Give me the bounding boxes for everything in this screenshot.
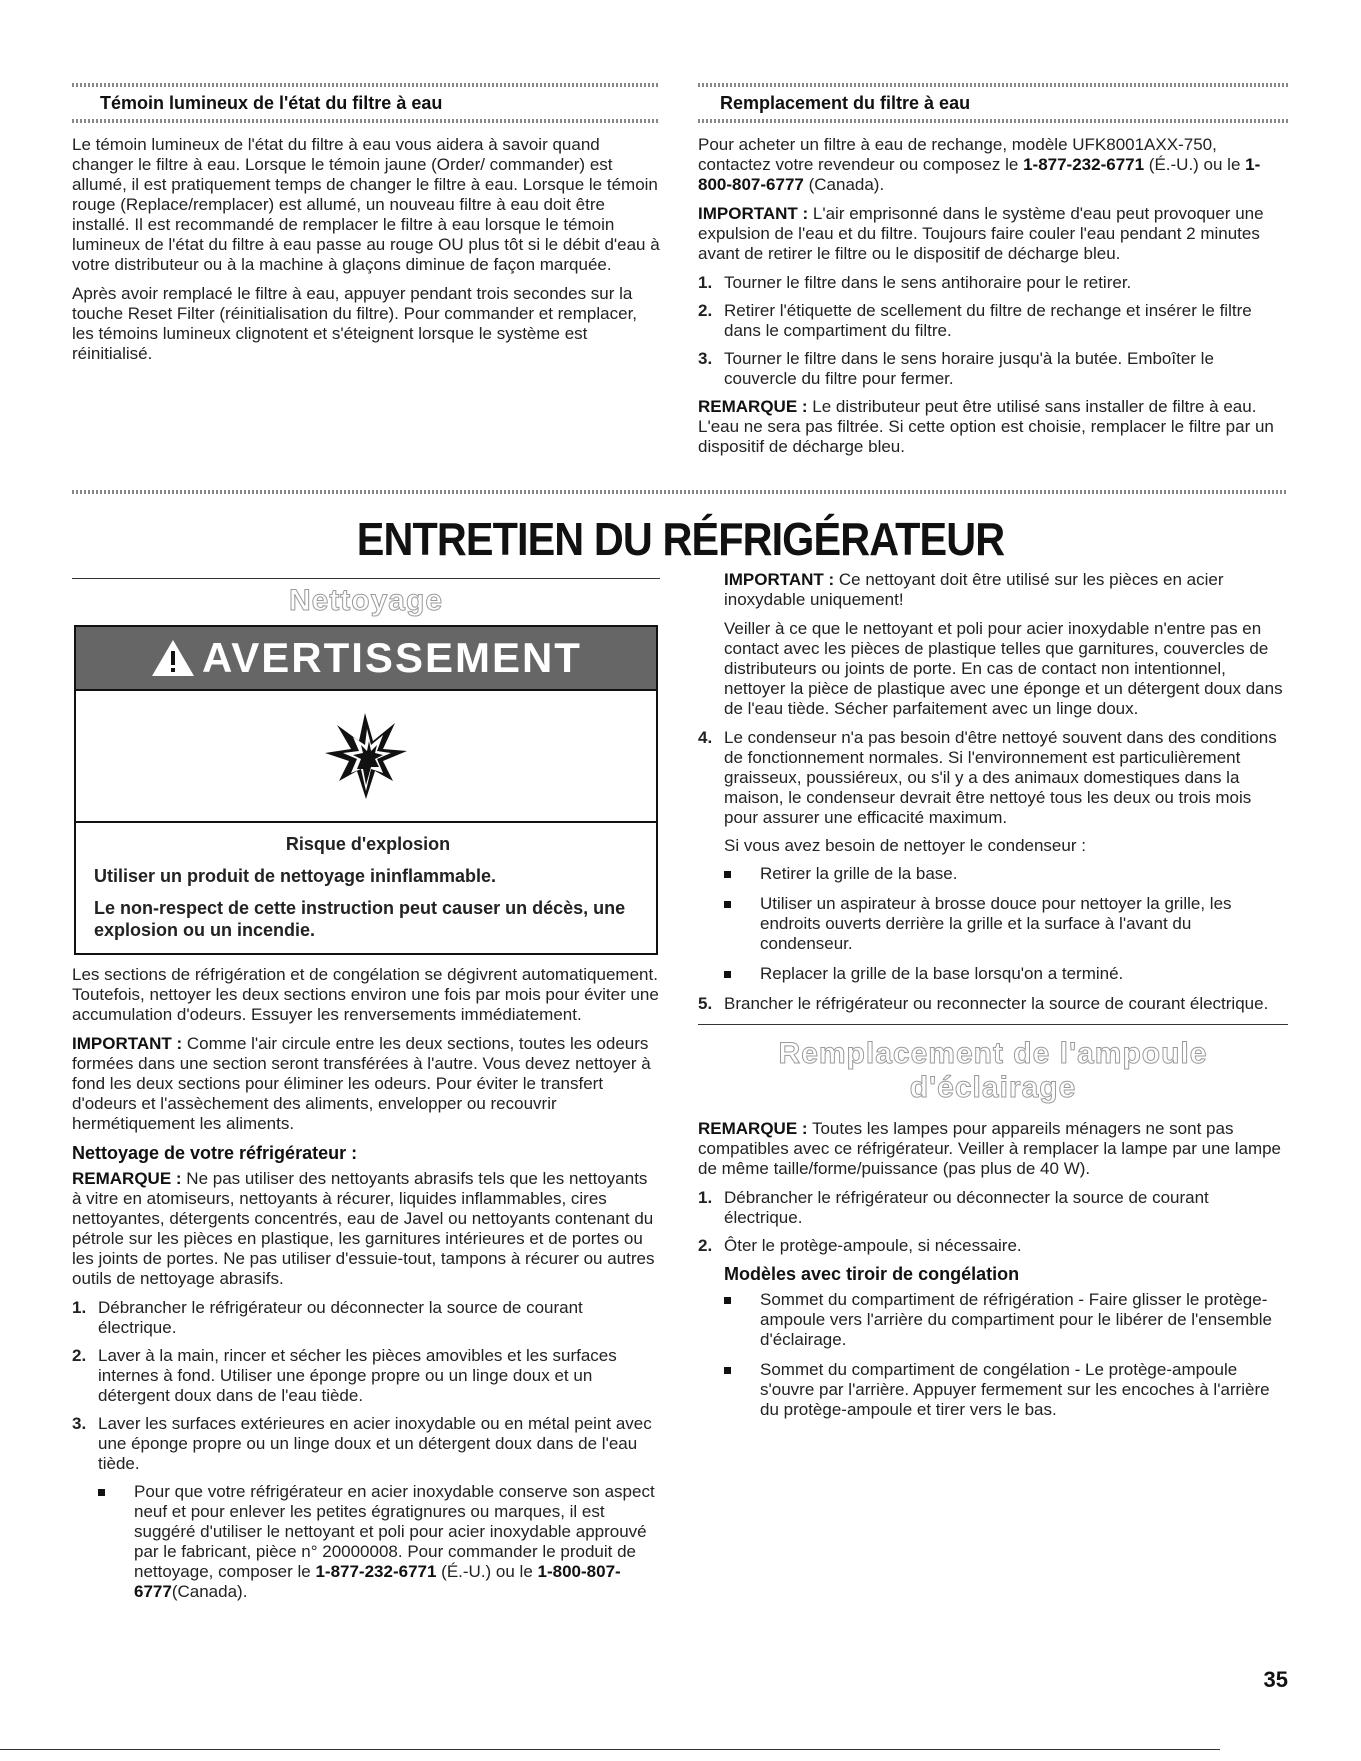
- important-note: [698, 570, 1288, 610]
- warning-title: AVERTISSEMENT: [202, 634, 582, 681]
- note-text: Ce nettoyant doit être utilisé sur les pièces en acier inoxydable uniquement!: [724, 570, 1224, 609]
- step-text: Ôter le protège-ampoule, si nécessaire.: [724, 1236, 1022, 1255]
- step-text: Tourner le filtre dans le sens antihoraire pour le retirer.: [724, 273, 1132, 292]
- heading-line: Remplacement de l'ampoule: [778, 1037, 1208, 1070]
- warning-banner: [76, 627, 656, 691]
- step-subtext: Si vous avez besoin de nettoyer le condenseur :: [724, 836, 1086, 855]
- text: (Canada).: [803, 175, 885, 194]
- note-label: IMPORTANT :: [698, 204, 809, 223]
- list-item: [698, 994, 1288, 1014]
- paragraph: [698, 135, 1288, 195]
- maintenance-right-column: [698, 570, 1288, 1430]
- step-number: 4.: [698, 728, 713, 747]
- warning-box: [74, 625, 658, 955]
- dotted-rule: [698, 119, 1288, 123]
- page-number: 35: [1263, 1667, 1288, 1692]
- important-note: [72, 1034, 660, 1134]
- list-item: Sommet du compartiment de congélation - Le protège-ampoule s'ouvre par l'arrière. Appuyer fermement sur les encoches à l'arrière du protège-ampoule et tirer vers le bas.: [698, 1360, 1288, 1420]
- step-number: 2.: [72, 1346, 87, 1365]
- steps-list: [72, 1298, 660, 1474]
- text: (Canada).: [171, 1582, 248, 1601]
- list-item: Sommet du compartiment de réfrigération - Faire glisser le protège-ampoule vers l'arrière du compartiment pour le libérer de l'ensemble d'éclairage.: [698, 1290, 1288, 1350]
- page-title: ENTRETIEN DU RÉFRIGÉRATEUR: [356, 513, 1005, 565]
- heading-line: d'éclairage: [909, 1071, 1077, 1104]
- step-number: 1.: [698, 273, 713, 292]
- note-label: IMPORTANT :: [72, 1034, 183, 1053]
- note-text: Toutes les lampes pour appareils ménagers ne sont pas compatibles avec ce réfrigérateur. Veiller à remplacer la lampe par une lampe de même taille/forme/puissance (pas plus de 40 W).: [698, 1119, 1282, 1178]
- step-number: 3.: [698, 349, 713, 368]
- text: (É.-U.) ou le: [1144, 155, 1246, 174]
- note-label: REMARQUE :: [72, 1169, 182, 1188]
- step-text: Débrancher le réfrigérateur ou déconnecter la source de courant électrique.: [724, 1188, 1209, 1227]
- list-item: [698, 728, 1288, 856]
- dotted-rule: [72, 83, 660, 87]
- step-text: Laver à la main, rincer et sécher les pièces amovibles et les surfaces internes à fond. Utiliser une éponge propre ou un linge doux et un détergent doux dans de l'eau tiède.: [98, 1346, 617, 1405]
- step-text: Brancher le réfrigérateur ou reconnecter la source de courant électrique.: [724, 994, 1269, 1013]
- important-note: [698, 204, 1288, 264]
- section-heading: Témoin lumineux de l'état du filtre à eau: [100, 93, 443, 113]
- list-item: Utiliser un aspirateur à brosse douce pour nettoyer la grille, les endroits ouverts derrière la grille et la surface à l'avant du condenseur.: [698, 894, 1288, 954]
- step-text: Retirer l'étiquette de scellement du filtre de rechange et insérer le filtre dans le compartiment du filtre.: [724, 301, 1252, 340]
- remarque-note: [698, 1119, 1288, 1179]
- list-item: [698, 273, 1288, 293]
- list-item: [72, 1482, 660, 1602]
- list-item: [72, 1298, 660, 1338]
- step-number: 1.: [72, 1298, 87, 1317]
- step-number: 5.: [698, 994, 713, 1013]
- list-item: [72, 1414, 660, 1474]
- cleaning-section: [72, 578, 660, 1612]
- section-heading: Nettoyage: [288, 584, 444, 617]
- step-number: 2.: [698, 301, 713, 320]
- divider: [72, 578, 660, 579]
- step-text: Laver les surfaces extérieures en acier inoxydable ou en métal peint avec une éponge propre ou un linge doux et un détergent doux dans de l'eau tiède.: [98, 1414, 652, 1473]
- filter-indicator-section: [72, 83, 660, 373]
- list-item: Replacer la grille de la base lorsqu'on a terminé.: [698, 964, 1288, 984]
- bottom-rule: [0, 1749, 1220, 1750]
- step-number: 3.: [72, 1414, 87, 1433]
- steps-list: [698, 273, 1288, 389]
- list-item: [698, 349, 1288, 389]
- step-number: 1.: [698, 1188, 713, 1207]
- note-text: Le distributeur peut être utilisé sans installer de filtre à eau. L'eau ne sera pas filtrée. Si cette option est choisie, remplacer le filtre par un dispositif de décharge bleu.: [698, 397, 1274, 456]
- dotted-rule: [72, 119, 660, 123]
- paragraph: Après avoir remplacé le filtre à eau, appuyer pendant trois secondes sur la touche Reset Filter (réinitialisation du filtre). Pour commander et remplacer, les témoins lumineux clignotent et s'éteignent lorsque le système est réinitialisé.: [72, 284, 638, 363]
- text: (É.-U.) ou le: [436, 1562, 538, 1581]
- text: Pour acheter un filtre à eau de rechange, modèle UFK8001AXX-750, contactez votre revendeur ou composez le: [698, 135, 1217, 174]
- list-item: Retirer la grille de la base.: [698, 864, 1288, 884]
- subheading: Nettoyage de votre réfrigérateur :: [72, 1143, 358, 1163]
- warning-hazard: Risque d'explosion: [285, 834, 451, 854]
- steps-list: [698, 728, 1288, 856]
- explosion-symbol-area: [76, 691, 656, 823]
- text: Pour que votre réfrigérateur en acier inoxydable conserve son aspect neuf et pour enlever les petites égratignures ou marques, il est suggéré d'utiliser le nettoyant et poli pour acier inoxydable approuvé par le fabricant, pièce n° 20000008. Pour commander le produit de nettoyage, composer le: [134, 1482, 655, 1581]
- step-text: Débrancher le réfrigérateur ou déconnecter la source de courant électrique.: [98, 1298, 583, 1337]
- subheading: Modèles avec tiroir de congélation: [724, 1264, 1020, 1284]
- steps-list: [698, 1188, 1288, 1256]
- step-text: Le condenseur n'a pas besoin d'être nettoyé souvent dans des conditions de fonctionnement normales. Si l'environnement est particulièrement graisseux, poussiéreux, ou s'il y a des animaux domestiques dans la maison, le condenseur devrait être nettoyé tous les deux ou trois mois pour assurer une efficacité maximum.: [724, 728, 1277, 827]
- paragraph: Le témoin lumineux de l'état du filtre à eau vous aidera à savoir quand changer le filtre à eau. Lorsque le témoin jaune (Order/ commander) est allumé, il est pratiquement temps de changer le filtre à eau. Lorsque le témoin rouge (Replace/remplacer) est allumé, un nouveau filtre à eau doit être installé. Il est recommandé de remplacer le filtre à eau lorsque le témoin lumineux de l'état du filtre à eau passe au rouge OU plus tôt si le débit d'eau à votre distributeur ou à la machine à glaçons diminue de façon marquée.: [72, 135, 660, 274]
- paragraph: Les sections de réfrigération et de congélation se dégivrent automatiquement. Toutefois, nettoyer les deux sections environ une fois par mois pour éviter une accumulation d'odeurs. Essuyer les renversements immédiatement.: [72, 965, 659, 1024]
- phone-number: 1- 800-807-6777: [698, 155, 1261, 194]
- phone-number: 1-877-232-6771: [1023, 155, 1145, 174]
- bullet-list: [698, 864, 1288, 984]
- note-text: Ne pas utiliser des nettoyants abrasifs tels que les nettoyants à vitre en atomiseurs, nettoyants à récurer, liquides inflammables, cires nettoyantes, détergents concentrés, eau de Javel ou nettoyants contenant du pétrole sur les pièces en plastique, les garnitures intérieures et de portes ou les joints de portes. Ne pas utiliser d'essuie-tout, tampons à récurer ou autres outils de nettoyage abrasifs.: [72, 1169, 655, 1288]
- dotted-rule: [698, 83, 1288, 87]
- note-label: IMPORTANT :: [724, 570, 835, 589]
- list-item: [698, 1188, 1288, 1228]
- bullet-list: [698, 1290, 1288, 1420]
- steps-list: [698, 994, 1288, 1014]
- bullet-list: [72, 1482, 660, 1602]
- section-heading: [698, 1037, 1288, 1105]
- warning-instruction: Utiliser un produit de nettoyage ininflammable.: [94, 866, 497, 886]
- step-text: Tourner le filtre dans le sens horaire jusqu'à la butée. Emboîter le couvercle du filtre pour fermer.: [724, 349, 1214, 388]
- remarque-note: [72, 1169, 660, 1289]
- note-text: L'air emprisonné dans le système d'eau peut provoquer une expulsion de l'eau et du filtre. Toujours faire couler l'eau pendant 2 minutes avant de retirer le filtre ou le dispositif de décharge bleu.: [698, 204, 1264, 263]
- phone-number: 1-877-232-6771: [315, 1562, 437, 1581]
- remarque-note: [698, 397, 1288, 457]
- warning-triangle-icon: [150, 638, 196, 678]
- paragraph: Veiller à ce que le nettoyant et poli pour acier inoxydable n'entre pas en contact avec les pièces de plastique telles que garnitures, couvercles de distributeurs ou joints de porte. En cas de contact non intentionnel, nettoyer la pièce de plastique avec une éponge et un détergent doux dans de l'eau tiède. Sécher parfaitement avec un linge doux.: [724, 619, 1283, 718]
- warning-text: [76, 823, 656, 953]
- phone-number: 1-800-807-6777: [134, 1562, 621, 1601]
- note-text: Comme l'air circule entre les deux sections, toutes les odeurs formées dans une section seront transférées à l'autre. Vous devez nettoyer à fond les deux sections pour éliminer les odeurs. Pour éviter le transfert d'odeurs et l'assèchement des aliments, envelopper ou recouvrir hermétiquement les aliments.: [72, 1034, 651, 1133]
- list-item: [72, 1346, 660, 1406]
- explosion-icon: [321, 711, 411, 801]
- note-label: REMARQUE :: [698, 1119, 808, 1138]
- warning-consequence: Le non-respect de cette instruction peut causer un décès, une explosion ou un incendie.: [94, 898, 626, 940]
- list-item: [698, 301, 1288, 341]
- section-heading: Remplacement du filtre à eau: [720, 93, 971, 113]
- note-label: REMARQUE :: [698, 397, 808, 416]
- list-item: [698, 1236, 1288, 1256]
- divider: [698, 1024, 1288, 1025]
- section-divider: [72, 490, 1288, 494]
- filter-replacement-section: [698, 83, 1288, 466]
- step-number: 2.: [698, 1236, 713, 1255]
